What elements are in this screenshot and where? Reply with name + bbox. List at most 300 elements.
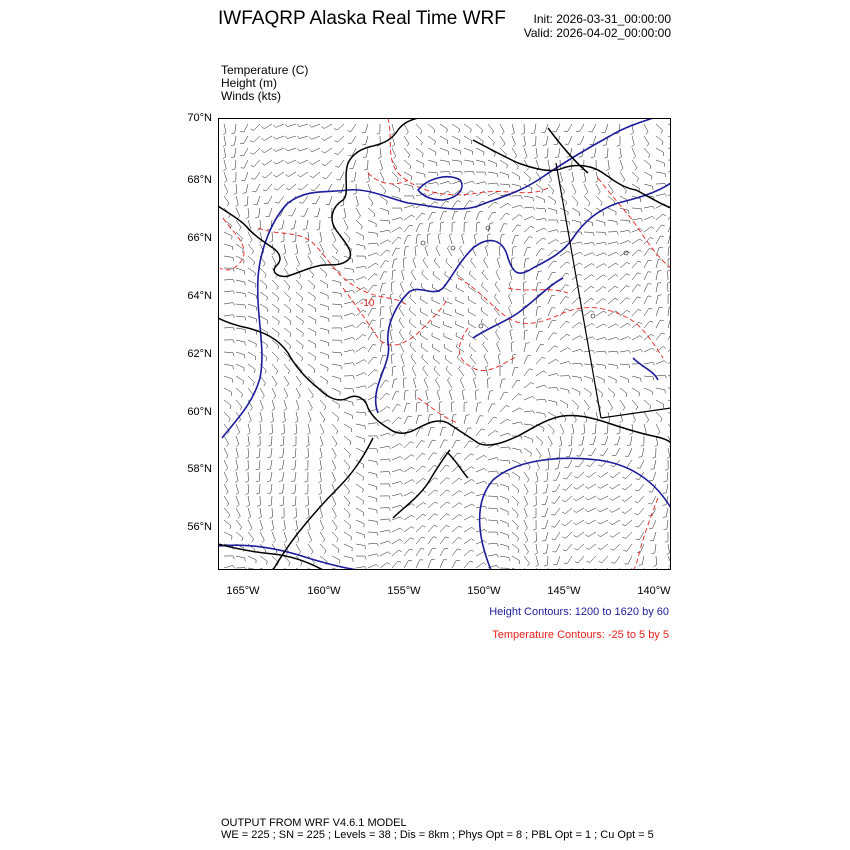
wind-barb [428, 212, 436, 220]
wind-barb [509, 305, 513, 316]
wind-barb [272, 556, 279, 565]
wind-barb [421, 343, 428, 352]
legend-height: Height (m) [221, 76, 278, 90]
wind-barb [620, 323, 630, 328]
wind-barb [644, 412, 649, 423]
wind-barb [551, 508, 560, 515]
wind-barb [548, 346, 558, 352]
wind-barb [598, 544, 608, 550]
wind-barb [632, 350, 643, 353]
wind-barb [404, 172, 412, 180]
wind-barb [545, 460, 548, 470]
wind-barb [332, 448, 336, 459]
wind-barb [663, 484, 668, 493]
wind-barb [423, 366, 428, 376]
wind-barb [562, 520, 572, 526]
wind-barb [608, 298, 618, 304]
wind-barb [632, 250, 642, 256]
wind-barb [262, 172, 272, 178]
wind-barb [583, 172, 586, 183]
wind-barb [236, 208, 240, 219]
wind-barb [332, 532, 338, 542]
wind-barb [308, 340, 316, 348]
wind-barb [476, 160, 485, 166]
wind-barb [434, 366, 440, 376]
wind-barb [272, 532, 275, 543]
wind-barb [486, 365, 489, 376]
wind-barb [279, 460, 284, 470]
wind-barb [644, 216, 655, 220]
wind-barb [620, 274, 630, 280]
wind-barb [284, 364, 290, 374]
wind-barb [402, 365, 405, 376]
wind-barb [401, 353, 404, 364]
wind-barb [560, 388, 569, 394]
wind-barb [392, 237, 401, 244]
wind-barb [644, 376, 654, 380]
wind-barb [438, 233, 441, 244]
wind-barb [409, 307, 416, 316]
wind-barb [380, 563, 390, 568]
wind-barb [292, 484, 297, 494]
wind-barb [306, 508, 309, 519]
wind-barb [464, 181, 475, 184]
wind-barb [536, 271, 542, 280]
wind-barb [348, 136, 356, 144]
wind-barb [301, 208, 308, 216]
wind-barb [297, 148, 308, 151]
wind-barb [296, 376, 301, 386]
wind-barb [524, 520, 527, 531]
wind-barb [344, 556, 353, 562]
wind-barb [664, 520, 669, 530]
wind-barb [334, 124, 344, 130]
wind-barb [380, 459, 391, 462]
wind-barb [592, 424, 596, 434]
wind-barb [224, 340, 234, 343]
wind-barb [344, 220, 348, 231]
wind-barb [284, 376, 289, 386]
wind-barb [476, 124, 483, 133]
wind-barb [512, 556, 520, 564]
wind-barb [285, 136, 296, 139]
wind-barb [536, 399, 547, 402]
wind-barb [656, 307, 663, 316]
wind-barb [260, 400, 263, 411]
wind-barb [591, 148, 596, 158]
wind-barb [271, 412, 274, 423]
wind-barb [512, 215, 522, 220]
wind-barb [368, 220, 376, 227]
wind-barb [410, 342, 416, 352]
wind-barb [332, 436, 337, 446]
wind-barb [488, 160, 496, 167]
wind-barb [428, 124, 435, 133]
lat-label: 68°N [187, 174, 212, 186]
wind-barb [380, 272, 387, 280]
wind-barb [392, 124, 395, 135]
wind-barb [440, 212, 447, 220]
wind-barb [596, 264, 607, 268]
wind-barb [236, 352, 245, 358]
wind-barb [332, 388, 340, 395]
wind-barb [500, 224, 507, 232]
wind-barb [260, 532, 264, 543]
wind-barb [332, 472, 336, 483]
wind-barb [476, 468, 487, 472]
wind-barb [440, 124, 447, 133]
wind-barb [424, 377, 428, 388]
wind-barb [236, 268, 245, 274]
wind-barb [231, 124, 236, 134]
wind-barb [356, 232, 364, 240]
wind-barb [474, 233, 477, 244]
wind-barb [656, 333, 665, 340]
wind-barb [380, 230, 391, 233]
wind-barb [320, 520, 324, 531]
wind-barb [597, 496, 608, 500]
wind-barb [256, 460, 260, 470]
wind-barb [636, 532, 644, 540]
wind-barb [587, 556, 596, 563]
wind-barb [586, 472, 596, 477]
wind-barb [512, 520, 518, 530]
wind-barb [464, 211, 470, 220]
wind-barb [413, 257, 416, 268]
wind-barb [632, 273, 641, 280]
wind-barb [572, 376, 582, 381]
wind-barb [644, 148, 650, 158]
wind-barb [272, 364, 278, 374]
wind-barb [548, 359, 559, 364]
wind-barb [488, 183, 499, 186]
wind-barb [308, 328, 316, 336]
wind-barb [500, 184, 510, 188]
wind-barb [282, 520, 285, 531]
wind-barb [587, 460, 597, 467]
wind-barb [476, 494, 487, 497]
wind-barbs [223, 124, 671, 570]
wind-barb [272, 388, 276, 399]
wind-barb [598, 472, 608, 477]
wind-barb [224, 232, 232, 240]
wind-barb [440, 440, 448, 448]
wind-barb [308, 544, 313, 554]
wind-barb [248, 556, 256, 563]
wind-barb [344, 484, 350, 494]
wind-barb [380, 381, 388, 389]
wind-barb [392, 208, 402, 211]
wind-barb [356, 544, 366, 549]
wind-barb [608, 242, 619, 245]
wind-barb [416, 441, 425, 448]
wind-barb [584, 400, 589, 410]
wind-barb [596, 311, 606, 316]
wind-barb [452, 526, 462, 532]
wind-barb [356, 266, 367, 269]
wind-barb [348, 124, 356, 132]
wind-barb [224, 400, 231, 409]
wind-barb [452, 538, 461, 545]
wind-barb [236, 436, 239, 447]
wind-barb [368, 285, 377, 292]
wind-barb [257, 496, 260, 506]
wind-barb [286, 184, 296, 190]
wind-barb [620, 364, 630, 368]
wind-barb [656, 295, 662, 304]
wind-barb [260, 556, 267, 565]
wind-barb [576, 124, 584, 132]
wind-barb [440, 201, 449, 208]
wind-barb [524, 343, 529, 352]
wind-barb [548, 400, 557, 406]
wind-barb [334, 136, 344, 142]
wind-barb [584, 298, 594, 304]
wind-barb [644, 308, 652, 316]
wind-barb [456, 284, 464, 292]
wind-barb [368, 274, 378, 280]
wind-barb [547, 160, 550, 171]
wind-barb [596, 376, 604, 383]
wind-barb [656, 283, 661, 292]
wind-barb [255, 208, 260, 218]
wind-barb [392, 259, 398, 268]
wind-barb [356, 322, 366, 328]
wind-barb [572, 336, 583, 340]
wind-barb [464, 561, 473, 568]
wind-barb [296, 316, 303, 325]
wind-barb [536, 556, 539, 567]
wind-barb [240, 124, 248, 132]
wind-barb [524, 318, 527, 328]
wind-barb [416, 548, 424, 556]
wind-barb [356, 310, 366, 316]
wind-barb [244, 196, 248, 206]
wind-barb [512, 196, 522, 199]
wind-barb [595, 412, 598, 423]
wind-barb [500, 203, 511, 208]
wind-barb [521, 124, 524, 134]
wind-barb [309, 136, 320, 139]
wind-barb [476, 182, 487, 185]
wind-barb [500, 124, 504, 135]
wind-barb [488, 192, 499, 196]
wind-barb [368, 508, 377, 514]
wind-barb [620, 286, 630, 292]
wind-barb [296, 256, 300, 267]
wind-barb [235, 460, 238, 471]
wind-barb [524, 382, 534, 388]
wind-barb [380, 508, 390, 511]
wind-barb [476, 529, 487, 532]
wind-barb [308, 292, 315, 301]
wind-barb [404, 442, 414, 448]
wind-barb [572, 208, 580, 216]
wind-barb [444, 344, 452, 352]
wind-barb [548, 436, 552, 447]
wind-barb [464, 160, 474, 165]
wind-barb [653, 556, 656, 567]
wind-barb [279, 484, 284, 494]
wind-barb [524, 411, 535, 414]
wind-barb [599, 556, 608, 563]
wind-barb [462, 389, 465, 400]
wind-barb [656, 225, 665, 232]
wind-barb [308, 388, 313, 398]
wind-barb [482, 283, 489, 293]
wind-barb [600, 448, 608, 456]
wind-barb [656, 214, 666, 220]
wind-barb [260, 268, 266, 278]
wind-barb [392, 418, 401, 425]
wind-barb [596, 253, 607, 256]
wind-barb [560, 251, 570, 256]
wind-barb [632, 376, 641, 382]
wind-barb [440, 548, 448, 556]
wind-barb [656, 388, 665, 393]
wind-barb [314, 208, 320, 217]
wind-barb [349, 160, 356, 169]
wind-barb [542, 508, 549, 517]
wind-barb [635, 508, 644, 515]
wind-barb [392, 184, 400, 192]
wind-barb [305, 496, 308, 506]
wind-barb [224, 496, 229, 506]
wind-barb [241, 160, 248, 168]
wind-barb [524, 396, 535, 400]
wind-barb [548, 296, 555, 304]
wind-barb [608, 337, 619, 340]
wind-barb [236, 496, 239, 507]
wind-barb [284, 256, 287, 267]
wind-barb [574, 496, 585, 501]
wind-barb [356, 448, 364, 455]
wind-barb [411, 270, 416, 281]
wind-barb [440, 427, 446, 436]
wind-barb [604, 148, 608, 158]
wind-barb [548, 333, 557, 340]
wind-barb [236, 520, 242, 530]
wind-barb [553, 472, 560, 480]
wind-barb [524, 330, 528, 340]
wind-barb [252, 184, 260, 192]
wind-barb [610, 520, 620, 525]
wind-barb [476, 212, 483, 220]
wind-barb [552, 124, 560, 132]
wind-barb [632, 208, 642, 212]
wind-barb [474, 377, 477, 388]
wind-barb [332, 460, 336, 471]
wind-barb [380, 318, 384, 328]
wind-barb [555, 148, 560, 158]
wind-barb [584, 208, 592, 216]
wind-barb [308, 400, 312, 411]
wind-barb [224, 244, 233, 250]
wind-barb [241, 172, 248, 181]
wind-barb [332, 328, 342, 331]
wind-barb [263, 184, 272, 191]
lat-label: 70°N [187, 112, 212, 124]
wind-barb [437, 389, 440, 400]
wind-barb [596, 287, 606, 293]
wind-barb [305, 448, 308, 458]
wind-barb [450, 233, 453, 244]
wind-barb [224, 532, 232, 540]
wind-barb [488, 417, 497, 424]
temperature-contour-info: Temperature Contours: -25 to 5 by 5 [492, 629, 669, 641]
wind-barb [262, 136, 273, 141]
wind-barb [449, 389, 452, 400]
wind-barb [392, 270, 396, 280]
wind-barb [500, 160, 508, 168]
wind-barb [392, 550, 402, 556]
wind-barb [512, 148, 517, 158]
wind-barb [656, 194, 667, 197]
wind-barb [622, 508, 632, 514]
wind-barb [512, 136, 515, 147]
wind-barb [584, 388, 591, 397]
wind-barb [533, 520, 536, 530]
wind-barb [256, 472, 260, 482]
wind-barb [656, 361, 667, 364]
wind-barb [560, 376, 570, 379]
wind-barb [344, 325, 355, 328]
wind-barb [391, 282, 394, 293]
wind-barb [432, 297, 440, 304]
wind-barb [404, 538, 414, 544]
wind-barb [245, 472, 248, 482]
wind-barb [236, 556, 245, 562]
wind-barb [622, 496, 632, 502]
wind-barb [272, 304, 279, 313]
wind-barb [548, 373, 559, 376]
wind-barb [512, 472, 520, 480]
wind-barb [259, 412, 262, 423]
wind-barb [392, 494, 403, 497]
wind-barb [368, 208, 375, 217]
wind-barb [272, 400, 275, 411]
wind-barb [572, 323, 582, 329]
wind-barb [416, 514, 426, 520]
wind-barb [563, 472, 572, 479]
wind-barb [464, 124, 471, 133]
wind-barb [392, 528, 403, 532]
wind-barb [512, 394, 522, 400]
coastlines [218, 118, 671, 570]
wind-barb [332, 424, 338, 434]
wind-barb [332, 400, 340, 408]
wind-barb [273, 136, 284, 139]
wind-barb [632, 218, 643, 221]
wind-barb [368, 460, 377, 465]
wind-barb [296, 340, 303, 349]
wind-barb [272, 352, 279, 362]
wind-barb [380, 306, 384, 316]
wind-barb [309, 148, 320, 152]
wind-barb [246, 448, 249, 459]
wind-barb [457, 271, 464, 280]
wind-barb [403, 258, 406, 269]
wind-barb [224, 376, 233, 383]
wind-barb [297, 136, 308, 139]
wind-barb [404, 196, 414, 199]
wind-barb [267, 448, 272, 458]
wind-barb [531, 124, 536, 134]
wind-barb [496, 269, 500, 280]
wind-barb [320, 280, 328, 288]
wind-barb [248, 256, 255, 265]
wind-barb [272, 376, 277, 386]
